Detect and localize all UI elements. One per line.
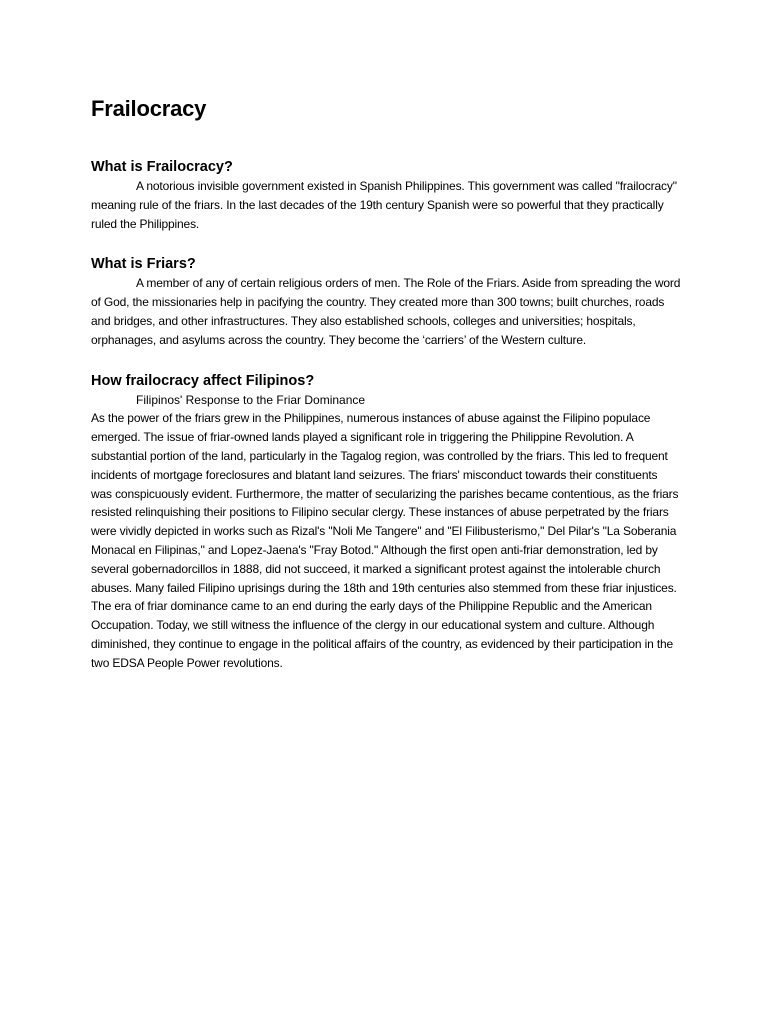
section-heading-friars: What is Friars?	[91, 256, 196, 273]
document-content	[91, 94, 681, 673]
section-paragraph-end-of-dominance: The era of friar dominance came to an end during the early days of the Philippine Republic and the American Occupation. Today, we still witness the influence of the clergy in our educational system and culture. Although diminished, they continue to engage in the political affairs of the country, as evidenced by their participation in the two EDSA People Power revolutions.	[91, 599, 674, 670]
section-subheading-response: Filipinos' Response to the Friar Dominance	[136, 392, 366, 407]
document-title: Frailocracy	[91, 96, 207, 121]
section-body-frailocracy: A notorious invisible government existed in Spanish Philippines. This government was called "frailocracy" meaning rule of the friars. In the last decades of the 19th century Spanish were so powerful that they practically ruled the Philippines.	[91, 179, 677, 231]
section-heading-effects: How frailocracy affect Filipinos?	[91, 372, 315, 389]
section-paragraph-abuses: As the power of the friars grew in the Philippines, numerous instances of abuse against the Filipino populace emerged. The issue of friar-owned lands played a significant role in triggering the Philippine Revolution. A substantial portion of the land, particularly in the Tagalog region, was controlled by the friars. This led to frequent incidents of mortgage foreclosures and blatant land seizures. The friars' misconduct towards their constituents was conspicuously evident. Furthermore, the matter of secularizing the parishes became contentious, as the friars resisted relinquishing their positions to Filipino secular clergy. These instances of abuse perpetrated by the friars were vividly depicted in works such as Rizal's "Noli Me Tangere" and "El Filibusterismo," Del Pilar's "La Soberania Monacal en Filipinas," and Lopez-Jaena's "Fray Botod." Although the first open anti-friar demonstration, led by several gobernadorcillos in 1888, did not succeed, it marked a significant protest against the intolerable church abuses. Many failed Filipino uprisings during the 18th and 19th centuries also stemmed from these friar injustices.	[91, 411, 679, 595]
section-heading-frailocracy: What is Frailocracy?	[91, 159, 233, 175]
section-body-friars: A member of any of certain religious orders of men. The Role of the Friars. Aside from spreading the word of God, the missionaries help in pacifying the country. They created more than 300 towns; built churches, roads and bridges, and other infrastructures. They also established schools, colleges and universities; hospitals, orphanages, and asylums across the country. They become the ‘carriers’ of the Western culture.	[91, 276, 681, 347]
